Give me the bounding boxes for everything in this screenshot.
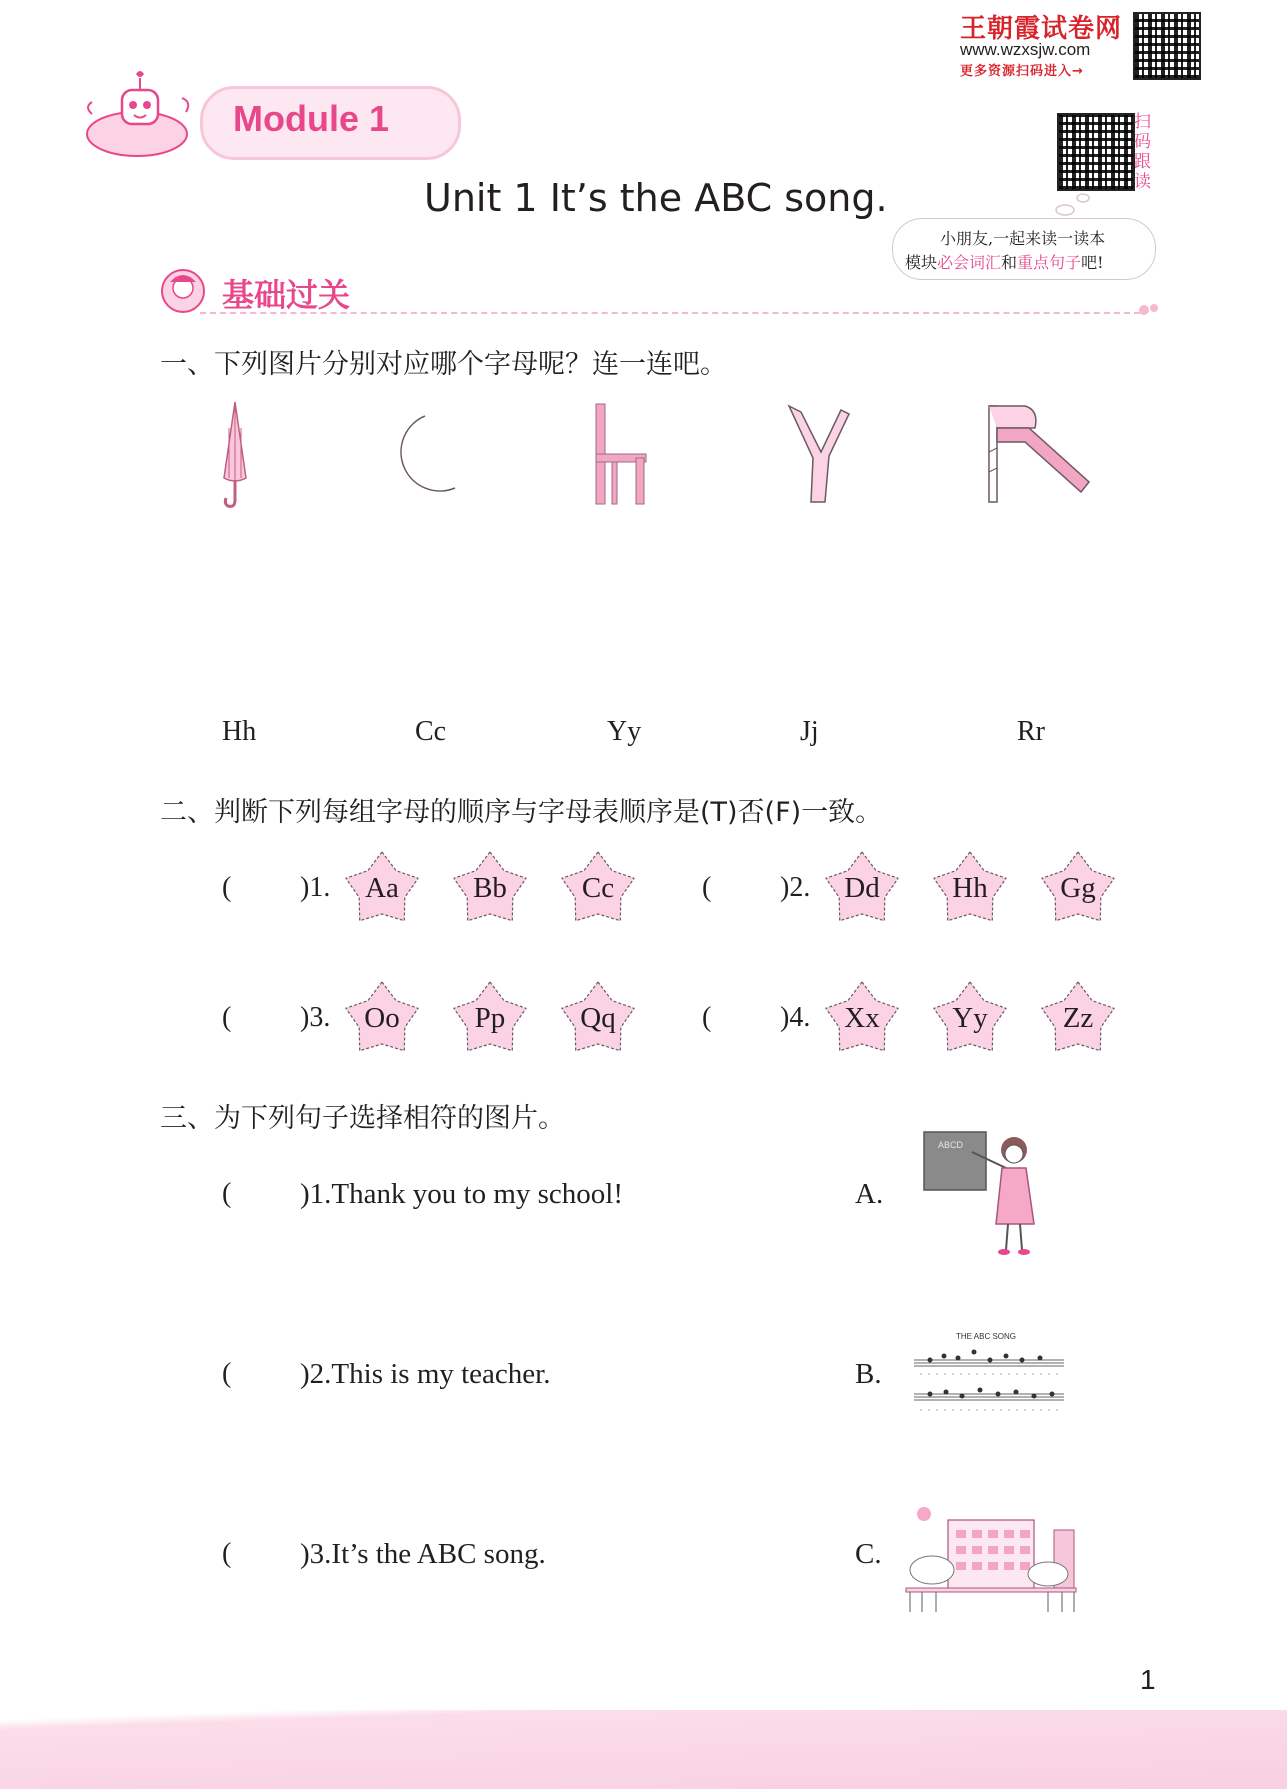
- star-letter-label: Zz: [1062, 1002, 1094, 1034]
- abc-song-sheet-icon[interactable]: [910, 1330, 1068, 1420]
- footer-band: [0, 1710, 1287, 1789]
- answer-blank[interactable]: (: [222, 1358, 232, 1389]
- question-3-heading: 三、为下列句子选择相符的图片。: [160, 1103, 565, 1134]
- speech-line-1: 小朋友,一起来读一读本: [940, 229, 1106, 248]
- letter-option[interactable]: Rr: [1017, 716, 1045, 747]
- song-sheet-title: THE ABC SONG: [956, 1332, 1017, 1341]
- moon-c-icon[interactable]: [385, 412, 459, 496]
- answer-blank[interactable]: (: [702, 872, 712, 903]
- answer-blank[interactable]: (: [222, 872, 232, 903]
- sentence-text: This is my teacher.: [331, 1358, 551, 1390]
- umbrella-j-icon[interactable]: [218, 398, 252, 510]
- letter-option[interactable]: Jj: [800, 716, 819, 747]
- star-letter-label: Oo: [364, 1002, 400, 1034]
- item-number: )3.: [300, 1538, 332, 1570]
- speech-highlight-vocab: 必会词汇: [937, 253, 1002, 272]
- module-title: Module 1: [233, 98, 390, 139]
- letter-option[interactable]: Cc: [415, 716, 447, 747]
- star-letter-label: Cc: [581, 872, 615, 904]
- speech-text: 和: [1001, 253, 1018, 272]
- blackboard-text: ABCD: [938, 1140, 964, 1150]
- question-1-heading: 一、下列图片分别对应哪个字母呢？连一连吧。: [160, 349, 727, 380]
- qr-code-icon[interactable]: [1133, 12, 1201, 80]
- star-letter-label: Yy: [952, 1002, 988, 1034]
- star-letter-label: Aa: [365, 872, 399, 904]
- answer-blank[interactable]: (: [222, 1538, 232, 1569]
- sentence-item: [300, 1538, 546, 1571]
- star-letter-label: Qq: [580, 1002, 616, 1034]
- read-along-qr-icon[interactable]: [1057, 113, 1135, 191]
- item-number: )1.: [300, 872, 331, 903]
- unit-title: Unit 1 It’s the ABC song.: [424, 176, 888, 220]
- option-label: B.: [855, 1358, 882, 1390]
- option-label: C.: [855, 1538, 882, 1570]
- sentence-text: Thank you to my school!: [331, 1178, 623, 1210]
- section-divider: [200, 312, 1140, 314]
- answer-blank[interactable]: (: [702, 1002, 712, 1033]
- item-number: )2.: [780, 872, 811, 903]
- thought-dots-icon: [1055, 190, 1095, 218]
- speech-text: 吧!: [1081, 253, 1104, 272]
- star-letter-label: Pp: [474, 1002, 506, 1034]
- item-number: )1.: [300, 1178, 332, 1210]
- watermark-brand: 王朝霞试卷网: [960, 14, 1123, 44]
- star-letter-label: Xx: [844, 1002, 880, 1034]
- branch-y-icon[interactable]: [785, 402, 851, 504]
- letter-option[interactable]: Hh: [222, 716, 257, 747]
- chair-h-icon[interactable]: [590, 400, 652, 508]
- letter-option[interactable]: Yy: [607, 716, 642, 747]
- answer-blank[interactable]: (: [222, 1178, 232, 1209]
- sentence-text: It’s the ABC song.: [331, 1538, 546, 1570]
- section-title: 基础过关: [222, 276, 351, 314]
- watermark-url[interactable]: www.wzxsjw.com: [960, 40, 1091, 59]
- question-2-heading: 二、判断下列每组字母的顺序与字母表顺序是(T)否(F)一致。: [160, 797, 883, 828]
- watermark-tip: 更多资源扫码进入→: [960, 64, 1084, 79]
- page-number: 1: [1140, 1664, 1156, 1695]
- star-letter-label: Gg: [1060, 872, 1096, 904]
- star-letter-label: Bb: [473, 872, 507, 904]
- item-number: )4.: [780, 1002, 811, 1033]
- school-building-icon[interactable]: [902, 1504, 1080, 1616]
- item-number: )3.: [300, 1002, 331, 1033]
- star-letter-label: Hh: [952, 872, 988, 904]
- sentence-item: [300, 1178, 623, 1211]
- section-girl-icon: [160, 268, 206, 314]
- star-letter-label: Dd: [844, 872, 880, 904]
- sentence-item: [300, 1358, 550, 1391]
- teacher-blackboard-icon[interactable]: [922, 1128, 1047, 1260]
- item-number: )2.: [300, 1358, 332, 1390]
- robot-mascot-icon: [82, 62, 222, 162]
- slide-r-icon[interactable]: [985, 402, 1095, 506]
- divider-dots-icon: [1138, 300, 1162, 318]
- speech-line-2: [905, 250, 1104, 273]
- scan-read-label: 扫码跟读: [1134, 112, 1151, 192]
- option-label: A.: [855, 1178, 884, 1210]
- speech-text: 模块: [905, 253, 938, 272]
- speech-highlight-sentences: 重点句子: [1017, 253, 1082, 272]
- answer-blank[interactable]: (: [222, 1002, 232, 1033]
